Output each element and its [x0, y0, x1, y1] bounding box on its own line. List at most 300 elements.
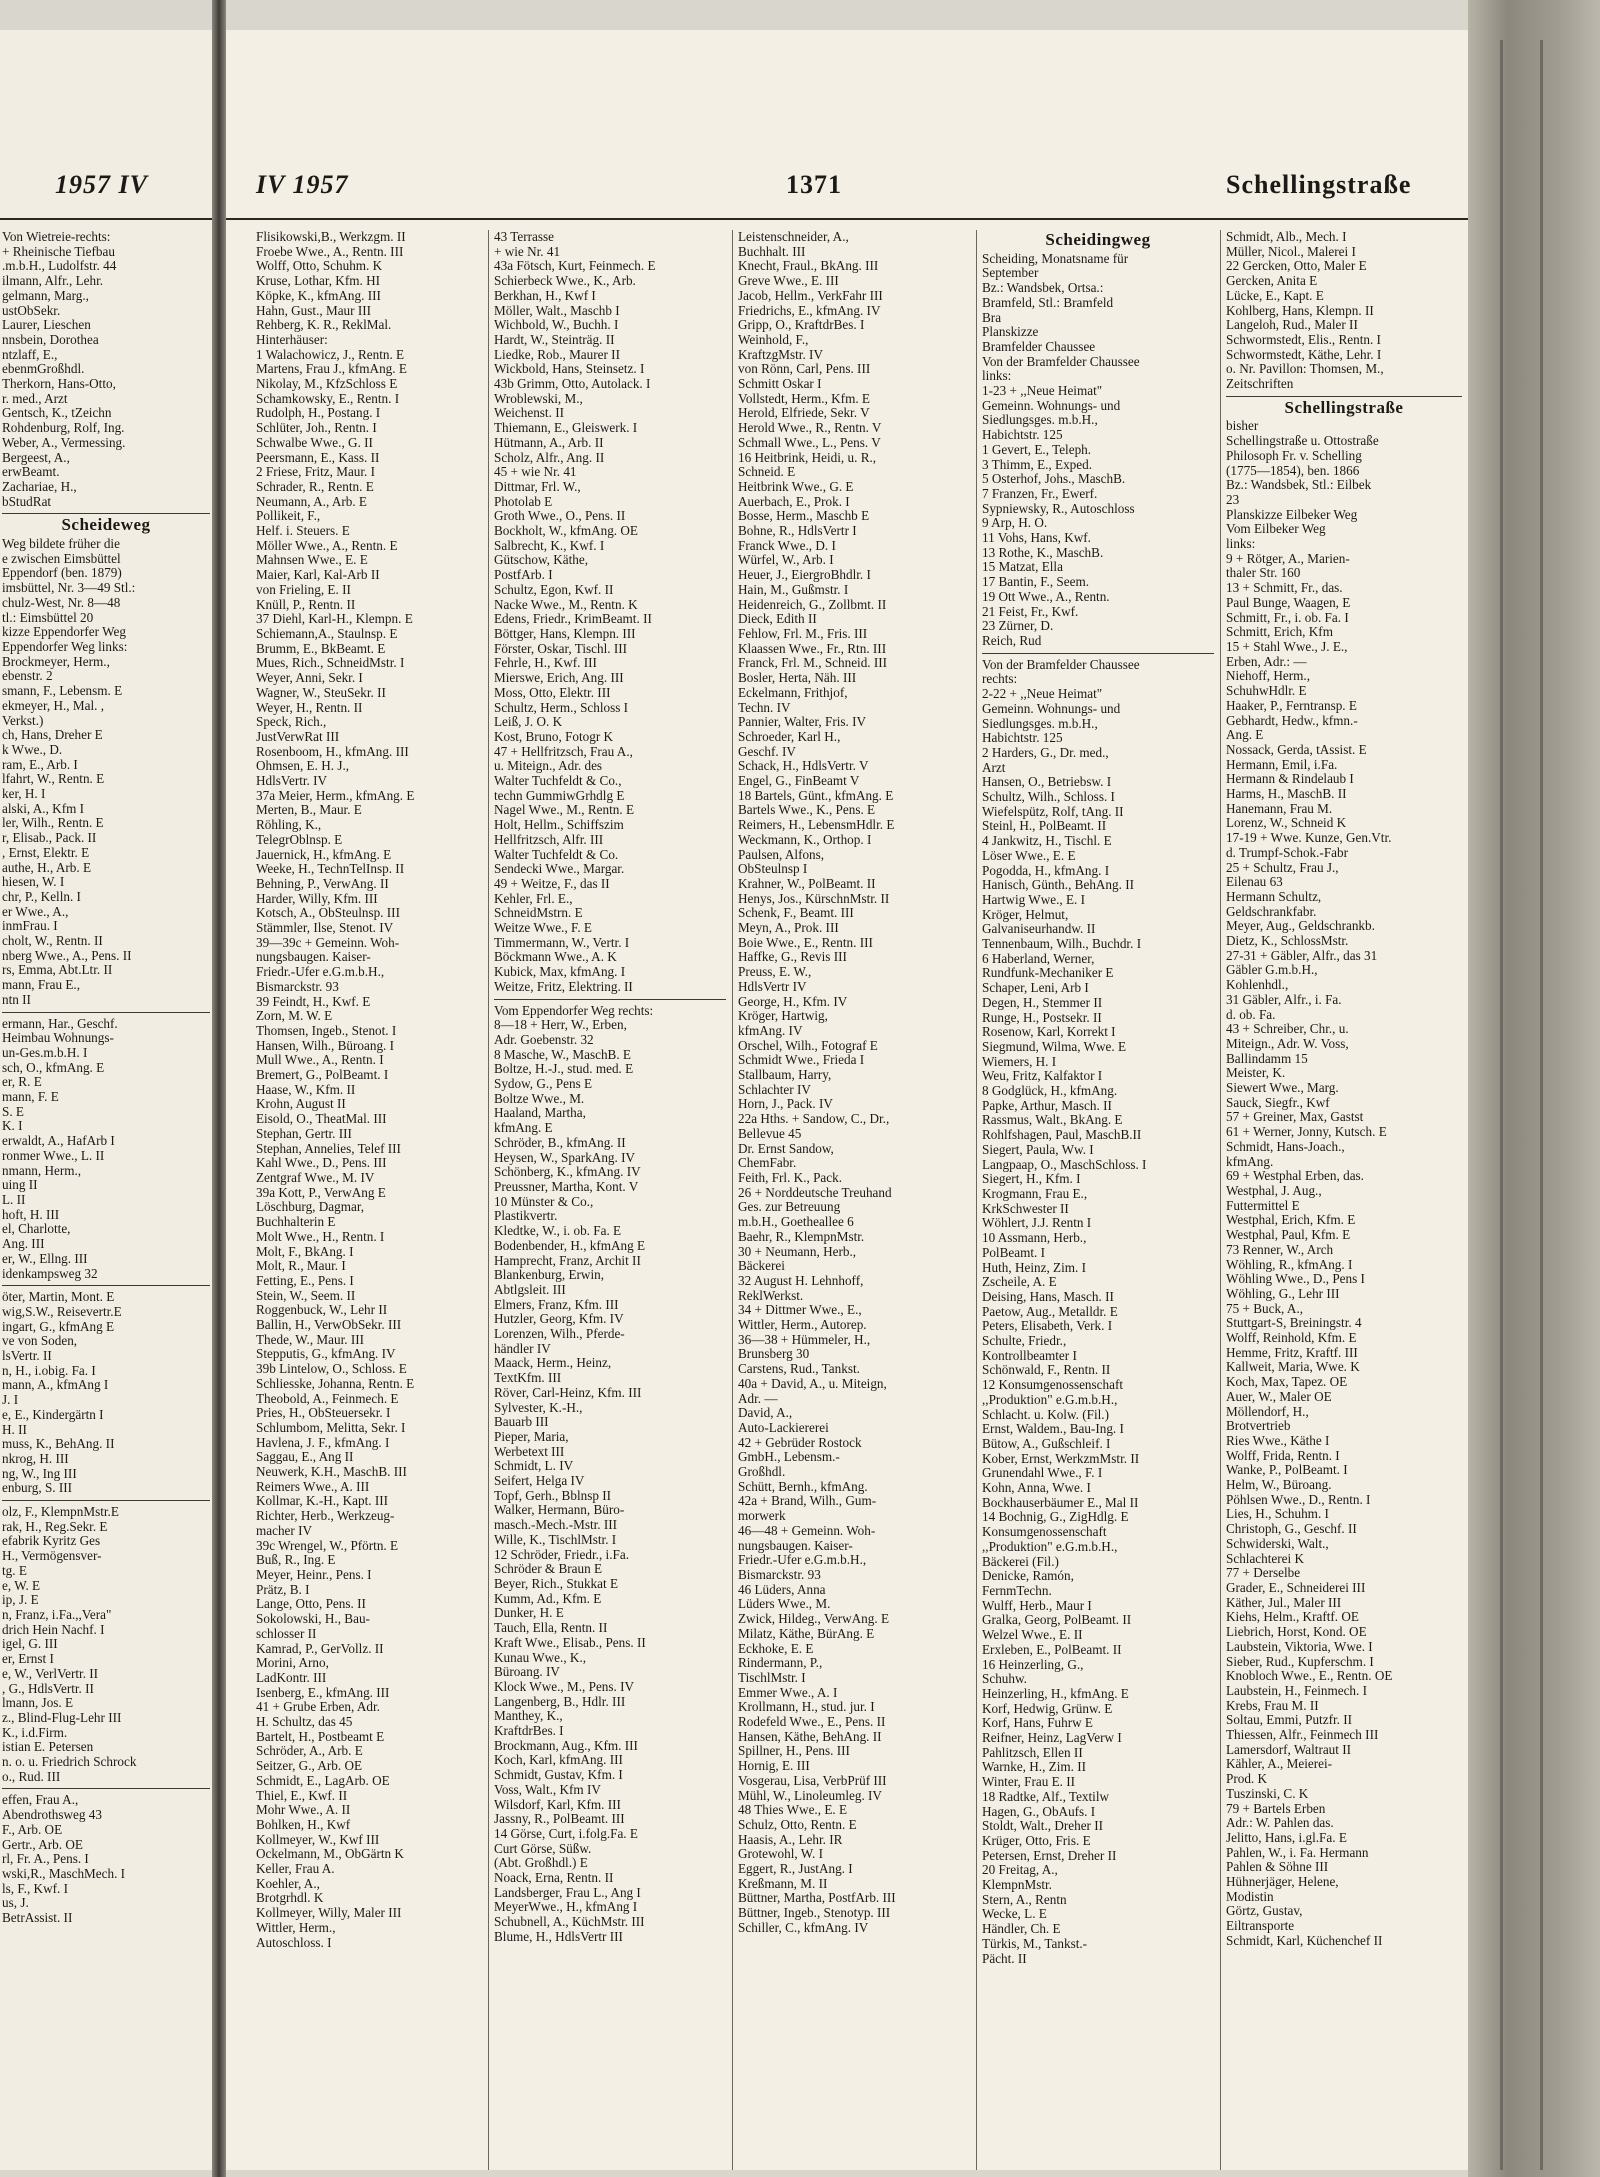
section-rule	[2, 1500, 210, 1501]
directory-entry: Dietz, K., SchlossMstr.	[1226, 934, 1349, 949]
directory-entry: Ries Wwe., Käthe I	[1226, 1433, 1330, 1448]
directory-entry: d. Trumpf-Schok.-Fabr	[1226, 845, 1348, 860]
directory-entry: Siegert, H., Kfm. I	[982, 1172, 1081, 1187]
directory-entry: 43 + Schreiber, Chr., u.	[1226, 1022, 1349, 1037]
directory-entry: Von der Bramfelder Chaussee	[982, 354, 1140, 369]
directory-entry: ker, H. I	[2, 787, 46, 802]
directory-entry: Siegmund, Wilma, Wwe. E	[982, 1039, 1127, 1054]
directory-entry: k Wwe., D.	[2, 742, 63, 757]
directory-entry: Schwormstedt, Elis., Rentn. I	[1226, 332, 1381, 347]
directory-entry: H. Schultz, das 45	[256, 1715, 353, 1730]
directory-entry: Westphal, Erich, Kfm. E	[1226, 1213, 1356, 1228]
directory-entry: 46—48 + Gemeinn. Woh-	[738, 1523, 876, 1538]
directory-entry: chr, P., Kelln. I	[2, 889, 81, 904]
directory-entry: er, W., Ellng. III	[2, 1251, 88, 1266]
directory-entry: Kober, Ernst, WerkzmMstr. II	[982, 1451, 1140, 1466]
section-rule	[494, 999, 726, 1000]
directory-entry: 25 + Schultz, Frau J.,	[1226, 860, 1339, 875]
directory-entry: Konsumgenossenschaft	[982, 1525, 1107, 1540]
directory-entry: Bauarb III	[494, 1415, 549, 1430]
directory-entry: Grunendahl Wwe., F. I	[982, 1466, 1103, 1481]
directory-entry: Neuwerk, K.H., MaschB. III	[256, 1465, 407, 1480]
directory-entry: Schmitt, Fr., i. ob. Fa. I	[1226, 610, 1349, 625]
directory-entry: er Wwe., A.,	[2, 904, 69, 919]
directory-entry: Schönberg, K., kfmAng. IV	[494, 1165, 641, 1180]
directory-entry: er, Ernst I	[2, 1652, 54, 1667]
directory-entry: Schierbeck Wwe., K., Arb.	[494, 274, 636, 289]
directory-entry: Sieber, Rud., Kupferschm. I	[1226, 1654, 1374, 1669]
directory-entry: hiesen, W. I	[2, 875, 65, 890]
directory-entry: Tennenbaum, Wilh., Buchdr. I	[982, 937, 1142, 952]
directory-entry: Stämmler, Ilse, Stenot. IV	[256, 921, 394, 936]
directory-entry: Stuttgart-S, Breiningstr. 4	[1226, 1316, 1362, 1331]
directory-entry: Franck Wwe., D. I	[738, 538, 836, 553]
directory-entry: Molt, F., BkAng. I	[256, 1244, 354, 1259]
directory-entry: Kohlberg, Hans, Klempn. II	[1226, 303, 1374, 318]
directory-entry: SchneidMstrn. E	[494, 906, 583, 921]
directory-entry: Vosgerau, Lisa, VerbPrüf III	[738, 1773, 887, 1788]
directory-entry: Hamprecht, Franz, Archit II	[494, 1253, 641, 1268]
left-page-header: 1957 IV	[55, 170, 148, 199]
directory-entry: Schlüter, Joh., Rentn. I	[256, 421, 377, 436]
directory-entry: 1 Gevert, E., Teleph.	[982, 442, 1092, 457]
directory-entry: Schlacht. u. Kolw. (Fil.)	[982, 1407, 1109, 1422]
directory-entry: Schiemann,A., Staulnsp. E	[256, 626, 398, 641]
directory-entry: 41 + Grube Erben, Adr.	[256, 1700, 380, 1715]
directory-entry: 23	[1226, 492, 1240, 507]
directory-entry: Autoschloss. I	[256, 1935, 332, 1950]
directory-entry: schlosser II	[256, 1626, 317, 1641]
directory-entry: S. E	[2, 1104, 24, 1119]
directory-entry: Weichenst. II	[494, 406, 564, 421]
directory-entry: Görtz, Gustav,	[1226, 1904, 1303, 1919]
directory-entry: Tuszinski, C. K	[1226, 1786, 1309, 1801]
directory-entry: händler IV	[494, 1341, 551, 1356]
directory-entry: Miteign., Adr. W. Voss,	[1226, 1036, 1349, 1051]
directory-entry: ilmann, Alfr., Lehr.	[2, 274, 104, 289]
directory-entry: Thede, W., Maur. III	[256, 1332, 365, 1347]
directory-entry: 4 Jankwitz, H., Tischl. E	[982, 834, 1112, 849]
directory-entry: Peters, Elisabeth, Verk. I	[982, 1319, 1113, 1334]
header-rule	[226, 218, 1468, 220]
directory-entry: Behning, P., VerwAng. II	[256, 876, 389, 891]
directory-entry: r. med., Arzt	[2, 391, 68, 406]
directory-entry: 47 + Hellfritzsch, Frau A.,	[494, 744, 633, 759]
directory-entry: Kledtke, W., i. ob. Fa. E	[494, 1224, 622, 1239]
directory-entry: Curt Görse, Süßw.	[494, 1841, 592, 1856]
directory-entry: Kollmeyer, W., Kwf III	[256, 1832, 380, 1847]
directory-entry: rak, H., Reg.Sekr. E	[2, 1519, 108, 1534]
directory-entry: Schmitt, Erich, Kfm	[1226, 625, 1333, 640]
directory-entry: el, Charlotte,	[2, 1222, 71, 1237]
directory-entry: Flisikowski,B., Werkzgm. II	[256, 230, 406, 244]
directory-entry: Knüll, P., Rentn. II	[256, 597, 356, 612]
directory-entry: Stein, W., Seem. II	[256, 1288, 356, 1303]
directory-entry: 19 Ott Wwe., A., Rentn.	[982, 589, 1110, 604]
directory-entry: Weyer, Anni, Sekr. I	[256, 671, 363, 686]
directory-entry: Thiemann, E., Gleiswerk. I	[494, 421, 638, 436]
directory-entry: Bartelt, H., Postbeamt E	[256, 1729, 385, 1744]
directory-entry: Schmidt, L. IV	[494, 1459, 574, 1474]
directory-entry: Rosenboom, H., kfmAng. III	[256, 744, 409, 759]
directory-entry: Plastikvertr.	[494, 1209, 558, 1224]
directory-entry: Meyn, A., Prok. III	[738, 921, 839, 936]
directory-entry: 10 Assmann, Herb.,	[982, 1231, 1087, 1246]
directory-entry: bisher	[1226, 419, 1259, 434]
directory-entry: Schmidt, Karl, Küchenchef II	[1226, 1933, 1383, 1948]
column-divider	[488, 230, 489, 2170]
directory-entry: Abtlgsleit. III	[494, 1282, 566, 1297]
directory-entry: Pächt. II	[982, 1951, 1027, 1966]
directory-entry: Bellevue 45	[738, 1126, 802, 1141]
directory-entry: Vom Eppendorfer Weg rechts:	[494, 1003, 654, 1018]
directory-entry: Saggau, E., Ang II	[256, 1450, 354, 1465]
directory-entry: e, W., VerlVertr. II	[2, 1666, 99, 1681]
directory-entry: Wöhling, G., Lehr III	[1226, 1286, 1340, 1301]
directory-entry: 77 + Derselbe	[1226, 1566, 1301, 1581]
directory-entry: Schmidt, Hans-Joach.,	[1226, 1139, 1345, 1154]
directory-entry: Schönwald, F., Rentn. II	[982, 1363, 1111, 1378]
directory-entry: Kruse, Lothar, Kfm. HI	[256, 274, 380, 289]
directory-entry: techn GummiwGrhdlg E	[494, 788, 625, 803]
directory-entry: Schmidt, E., LagArb. OE	[256, 1773, 390, 1788]
directory-entry: Brumm, E., BkBeamt. E	[256, 641, 386, 656]
directory-entry: Langpaap, O., MaschSchloss. I	[982, 1157, 1147, 1172]
directory-entry: Carstens, Rud., Tankst.	[738, 1362, 860, 1377]
directory-entry: Emmer Wwe., A. I	[738, 1685, 838, 1700]
directory-entry: 17-19 + Wwe. Kunze, Gen.Vtr.	[1226, 831, 1392, 846]
directory-entry: Walter Tuchfeldt & Co.	[494, 847, 619, 862]
directory-entry: Meyer, Aug., Geldschrankb.	[1226, 919, 1375, 934]
directory-entry: Wilsdorf, Karl, Kfm. III	[494, 1797, 621, 1812]
directory-entry: Roggenbuck, W., Lehr II	[256, 1303, 388, 1318]
directory-entry: Schröder, B., kfmAng. II	[494, 1135, 626, 1150]
directory-entry: erwBeamt.	[2, 465, 60, 480]
page-edge-mark	[1500, 40, 1503, 2170]
directory-entry: ebenstr. 2	[2, 669, 53, 684]
directory-entry: 2-22 + ,,Neue Heimat"	[982, 687, 1103, 702]
directory-entry: Martens, Frau J., kfmAng. E	[256, 362, 407, 377]
directory-entry: 9 + Rötger, A., Marien-	[1226, 551, 1350, 566]
directory-entry: Ballin, H., VerwObSekr. III	[256, 1318, 402, 1333]
directory-entry: Heysen, W., SparkAng. IV	[494, 1150, 636, 1165]
directory-entry: Eppendorf (ben. 1879)	[2, 566, 122, 581]
directory-entry: Hardt, W., Steinträg. II	[494, 332, 615, 347]
directory-entry: Westphal, Paul, Kfm. E	[1226, 1228, 1351, 1243]
directory-entry: Siewert Wwe., Marg.	[1226, 1081, 1339, 1096]
directory-entry: imsbüttel, Nr. 3—49 Stl.:	[2, 581, 136, 596]
directory-entry: TischlMstr. I	[738, 1670, 806, 1685]
directory-entry: BetrAssist. II	[2, 1911, 73, 1926]
directory-entry: Kohlenhdl.,	[1226, 978, 1289, 993]
directory-entry: Bz.: Wandsbek, Ortsa.:	[982, 281, 1104, 296]
directory-entry: Grotewohl, W. I	[738, 1847, 823, 1862]
directory-entry: , G., HdlsVertr. II	[2, 1681, 94, 1696]
directory-entry: Photolab E	[494, 494, 553, 509]
directory-entry: Gemeinn. Wohnungs- und	[982, 701, 1121, 716]
directory-entry: rechts:	[982, 672, 1018, 687]
directory-entry: Hellfritzsch, Alfr. III	[494, 832, 604, 847]
directory-entry: 3 Thimm, E., Exped.	[982, 457, 1093, 472]
directory-entry: enburg, S. III	[2, 1481, 73, 1496]
directory-entry: Schiller, C., kfmAng. IV	[738, 1920, 869, 1935]
directory-entry: un-Ges.m.b.H. I	[2, 1045, 88, 1060]
directory-entry: Lorenz, W., Schneid K	[1226, 816, 1347, 831]
directory-entry: Hermann & Rindelaub I	[1226, 772, 1354, 787]
directory-entry: Schliesske, Johanna, Rentn. E	[256, 1376, 415, 1391]
directory-entry: lfahrt, W., Rentn. E	[2, 772, 105, 787]
directory-entry: Möller, Walt., Maschb I	[494, 303, 620, 318]
directory-entry: r, Elisab., Pack. II	[2, 831, 97, 846]
section-rule	[982, 653, 1214, 654]
directory-entry: Ohmsen, E. H. J.,	[256, 759, 350, 774]
directory-entry: Mull Wwe., A., Rentn. I	[256, 1053, 384, 1068]
directory-entry: KraftdrBes. I	[494, 1724, 564, 1739]
street-heading: Scheidingweg	[1045, 230, 1151, 249]
directory-entry: Dittmar, Frl. W.,	[494, 479, 581, 494]
directory-entry: Heuer, J., EiergroBhdlr. I	[738, 568, 871, 583]
directory-entry: Rehberg, K. R., ReklMal.	[256, 318, 392, 333]
directory-entry: Wagner, W., SteuSekr. II	[256, 685, 386, 700]
directory-entry: 37a Meier, Herm., kfmAng. E	[256, 788, 415, 803]
directory-entry: Deising, Hans, Masch. II	[982, 1289, 1114, 1304]
directory-entry: Grader, E., Schneiderei III	[1226, 1580, 1366, 1595]
directory-entry: Modistin	[1226, 1889, 1274, 1904]
directory-entry: Bramfeld, Stl.: Bramfeld	[982, 295, 1114, 310]
directory-entry: Therkorn, Hans-Otto,	[2, 377, 116, 392]
directory-entry: Gercken, Anita E	[1226, 274, 1318, 289]
directory-entry: Orschel, Wilh., Fotograf E	[738, 1038, 878, 1053]
directory-entry: K. I	[2, 1119, 23, 1134]
directory-entry: Moss, Otto, Elektr. III	[494, 685, 611, 700]
directory-entry: Schröder, A., Arb. E	[256, 1744, 363, 1759]
directory-entry: J. I	[2, 1393, 19, 1408]
directory-entry: 23 Zürner, D.	[982, 619, 1054, 634]
directory-entry: 14 Görse, Curt, i.folg.Fa. E	[494, 1826, 638, 1841]
directory-entry: Zorn, M. W. E	[256, 1009, 333, 1024]
directory-entry: Blankenburg, Erwin,	[494, 1268, 605, 1283]
directory-entry: Böckmann Wwe., A. K	[494, 950, 617, 965]
directory-entry: Schlachterei K	[1226, 1551, 1304, 1566]
directory-entry: Kahl Wwe., D., Pens. III	[256, 1156, 387, 1171]
directory-entry: Baehr, R., KlempnMstr.	[738, 1229, 865, 1244]
directory-entry: Pahlen & Söhne III	[1226, 1860, 1329, 1875]
directory-entry: Pannier, Walter, Fris. IV	[738, 715, 867, 730]
directory-entry: Hornig, E. III	[738, 1759, 810, 1774]
directory-entry: Planskizze	[982, 325, 1039, 340]
directory-entry: Löser Wwe., E. E	[982, 848, 1076, 863]
directory-entry: , Ernst, Elektr. E	[2, 845, 90, 860]
directory-entry: Von Wietreie-rechts:	[2, 230, 111, 244]
right-page	[226, 30, 1468, 2170]
directory-entry: Jelitto, Hans, i.gl.Fa. E	[1226, 1830, 1347, 1845]
directory-entry: Habichtstr. 125	[982, 731, 1063, 746]
directory-entry: KraftzgMstr. IV	[738, 347, 823, 362]
directory-entry: Weu, Fritz, Kalfaktor I	[982, 1069, 1103, 1084]
directory-entry: Eilenau 63	[1226, 875, 1283, 890]
directory-entry: GmbH., Lebensm.-	[738, 1450, 840, 1465]
directory-entry: Auto-Lackiererei	[738, 1420, 829, 1435]
directory-entry: Wolff, Frida, Rentn. I	[1226, 1448, 1340, 1463]
directory-entry: Seitzer, G., Arb. OE	[256, 1759, 363, 1774]
directory-entry: 1-23 + ,,Neue Heimat"	[982, 384, 1103, 399]
directory-entry: 57 + Greiner, Max, Gastst	[1226, 1110, 1364, 1125]
directory-entry: Koch, Max, Tapez. OE	[1226, 1375, 1348, 1390]
directory-entry: 8 Godglück, H., kfmAng.	[982, 1084, 1118, 1099]
directory-entry: ChemFabr.	[738, 1156, 797, 1171]
directory-entry: Peersmann, E., Kass. II	[256, 450, 380, 465]
directory-entry: Havlena, J. F., kfmAng. I	[256, 1435, 390, 1450]
directory-entry: Wroblewski, M.,	[494, 391, 583, 406]
directory-entry: 32 August H. Lehnhoff,	[738, 1273, 864, 1288]
directory-entry: kfmAng. IV	[738, 1023, 803, 1038]
directory-entry: Bismarckstr. 93	[738, 1567, 821, 1582]
directory-entry: Schröder & Braun E	[494, 1562, 603, 1577]
directory-entry: Meyer, Heinr., Pens. I	[256, 1567, 372, 1582]
directory-entry: Niehoff, Herm.,	[1226, 669, 1310, 684]
directory-entry: n. o. u. Friedrich Schrock	[2, 1755, 137, 1770]
directory-entry: Bartels Wwe., K., Pens. E	[738, 803, 876, 818]
directory-entry: Hütmann, A., Arb. II	[494, 435, 604, 450]
directory-entry: Siegert, Paula, Ww. I	[982, 1142, 1094, 1157]
directory-entry: kizze Eppendorfer Weg	[2, 625, 126, 640]
directory-entry: Verkst.)	[2, 713, 44, 728]
directory-column-2	[494, 230, 726, 1945]
directory-entry: Brunsberg 30	[738, 1347, 810, 1362]
directory-entry: Gebhardt, Hedw., kfmn.-	[1226, 713, 1358, 728]
directory-entry: Wöhling, R., kfmAng. I	[1226, 1257, 1353, 1272]
directory-entry: Hermann Schultz,	[1226, 889, 1322, 904]
directory-entry: Korf, Hedwig, Grünw. E	[982, 1701, 1113, 1716]
directory-entry: Bohne, R., HdlsVertr I	[738, 524, 857, 539]
directory-entry: gelmann, Marg.,	[2, 288, 89, 303]
directory-entry: Adr. Goebenstr. 32	[494, 1032, 594, 1047]
directory-entry: 14 Bochnig, G., ZigHdlg. E	[982, 1510, 1129, 1525]
directory-entry: Nikolay, M., KfzSchloss E	[256, 377, 398, 392]
directory-entry: ermann, Har., Geschf.	[2, 1016, 118, 1031]
directory-entry: Rosenow, Karl, Korrekt I	[982, 1025, 1116, 1040]
directory-entry: Hansen, O., Betriebsw. I	[982, 775, 1112, 790]
directory-entry: Sauck, Siegfr., Kwf	[1226, 1095, 1330, 1110]
directory-entry: Koch, Karl, kfmAng. III	[494, 1753, 623, 1768]
directory-entry: Preussner, Martha, Kont. V	[494, 1180, 639, 1194]
directory-entry: Siedlungsges. m.b.H.,	[982, 716, 1098, 731]
directory-entry: Pahlen, W., i. Fa. Hermann	[1226, 1845, 1369, 1860]
directory-entry: Würfel, W., Arb. I	[738, 553, 834, 568]
directory-entry: Bramfelder Chaussee	[982, 339, 1096, 354]
directory-entry: Bra	[982, 310, 1002, 325]
directory-entry: nmann, Herm.,	[2, 1163, 82, 1178]
directory-entry: Löschburg, Dagmar,	[256, 1200, 364, 1215]
directory-entry: Ges. zur Betreuung	[738, 1200, 841, 1215]
directory-entry: Sypniewsky, R., Autoschloss	[982, 501, 1135, 516]
directory-entry: 39b Lintelow, O., Schloss. E	[256, 1362, 407, 1377]
street-heading: Scheideweg	[61, 515, 151, 535]
directory-entry: Techn. IV	[738, 700, 791, 715]
directory-entry: Knobloch Wwe., E., Rentn. OE	[1226, 1669, 1393, 1684]
directory-entry: Köpke, K., kfmAng. III	[256, 288, 381, 303]
directory-entry: Hühnerjäger, Helene,	[1226, 1875, 1339, 1890]
directory-entry: 9 Arp, H. O.	[982, 516, 1048, 531]
directory-entry: Stallbaum, Harry,	[738, 1068, 832, 1083]
directory-entry: Thiessen, Alfr., Feinmech III	[1226, 1728, 1379, 1743]
directory-entry: idenkampsweg 32	[2, 1266, 98, 1281]
directory-entry: n, H., i.obig. Fa. I	[2, 1363, 96, 1378]
directory-entry: Heimbau Wohnungs-	[2, 1031, 114, 1046]
directory-entry: Kamrad, P., GerVollz. II	[256, 1641, 384, 1656]
directory-entry: nungsbaugen. Kaiser-	[738, 1538, 853, 1553]
directory-entry: Boltze, H.-J., stud. med. E	[494, 1062, 634, 1077]
directory-entry: ,,Produktion" e.G.m.b.H.,	[982, 1539, 1118, 1554]
directory-entry: 6 Haberland, Werner,	[982, 951, 1095, 966]
directory-entry: Westphal, J. Aug.,	[1226, 1184, 1322, 1198]
directory-entry: Stephan, Annelies, Telef III	[256, 1141, 401, 1156]
directory-entry: ingart, G., kfmAng E	[2, 1319, 115, 1334]
directory-entry: 79 + Bartels Erben	[1226, 1801, 1326, 1816]
directory-entry: Sylvester, K.-H.,	[494, 1400, 583, 1415]
directory-entry: KlempnMstr.	[982, 1878, 1052, 1893]
directory-entry: Herold Wwe., R., Rentn. V	[738, 421, 882, 436]
directory-entry: links:	[1226, 537, 1256, 552]
directory-entry: tl.: Eimsbüttel 20	[2, 610, 94, 625]
directory-entry: thaler Str. 160	[1226, 566, 1301, 581]
directory-entry: Winter, Frau E. II	[982, 1775, 1076, 1790]
directory-entry: 5 Osterhof, Johs., MaschB.	[982, 472, 1126, 487]
directory-entry: Krahner, W., PolBeamt. II	[738, 876, 876, 891]
directory-entry: Brotgrhdl. K	[256, 1891, 324, 1906]
directory-entry: Speck, Rich.,	[256, 715, 327, 730]
section-rule	[2, 513, 210, 514]
directory-entry: 13 Rothe, K., MaschB.	[982, 545, 1104, 560]
directory-entry: Vom Eilbeker Weg	[1226, 522, 1326, 537]
page-number: 1371	[786, 170, 842, 199]
directory-entry: Bergeest, A.,	[2, 450, 70, 465]
directory-entry: Steinl, H., PolBeamt. II	[982, 819, 1107, 834]
directory-entry: cholt, W., Rentn. II	[2, 934, 103, 949]
column-divider	[1220, 230, 1221, 2170]
directory-entry: Krollmann, H., stud. jur. I	[738, 1700, 875, 1715]
directory-entry: + Rheinische Tiefbau	[2, 244, 115, 259]
directory-entry: Wolff, Reinhold, Kfm. E	[1226, 1331, 1357, 1346]
directory-entry: Hutzler, Georg, Kfm. IV	[494, 1312, 624, 1327]
directory-entry: Schulte, Friedr.,	[982, 1334, 1067, 1349]
directory-entry: Maier, Karl, Kal-Arb II	[256, 568, 380, 583]
directory-entry: Eckhoke, E. E	[738, 1641, 814, 1656]
directory-entry: Ockelmann, M., ObGärtn K	[256, 1847, 404, 1862]
directory-entry: Froebe Wwe., A., Rentn. III	[256, 244, 404, 259]
directory-entry: Dunker, H. E	[494, 1606, 564, 1621]
directory-entry: Kollmar, K.-H., Kapt. III	[256, 1494, 389, 1509]
directory-entry: Lamersdorf, Waltraut II	[1226, 1742, 1352, 1757]
left-page	[0, 30, 213, 2170]
directory-entry: Maack, Herm., Heinz,	[494, 1356, 612, 1371]
directory-entry: ip, J. E	[2, 1593, 39, 1608]
directory-entry: Beyer, Rich., Stukkat E	[494, 1576, 618, 1591]
directory-entry: Dr. Ernst Sandow,	[738, 1141, 834, 1156]
directory-entry: Friedrichs, E., kfmAng. IV	[738, 303, 881, 318]
directory-entry: lsVertr. II	[2, 1349, 52, 1364]
directory-entry: Boie Wwe., E., Rentn. III	[738, 935, 873, 950]
directory-entry: 7 Franzen, Fr., Ewerf.	[982, 486, 1098, 501]
directory-entry: Tauch, Ella, Rentn. II	[494, 1621, 608, 1636]
directory-entry: 8—18 + Herr, W., Erben,	[494, 1018, 627, 1033]
directory-entry: Röver, Carl-Heinz, Kfm. III	[494, 1385, 642, 1400]
directory-entry: ,,Produktion" e.G.m.b.H.,	[982, 1392, 1118, 1407]
directory-entry: von Rönn, Carl, Pens. III	[738, 362, 871, 377]
directory-entry: Fehrle, H., Kwf. III	[494, 656, 597, 671]
directory-entry: hoft, H. III	[2, 1207, 60, 1222]
directory-entry: Harder, Willy, Kfm. III	[256, 891, 378, 906]
